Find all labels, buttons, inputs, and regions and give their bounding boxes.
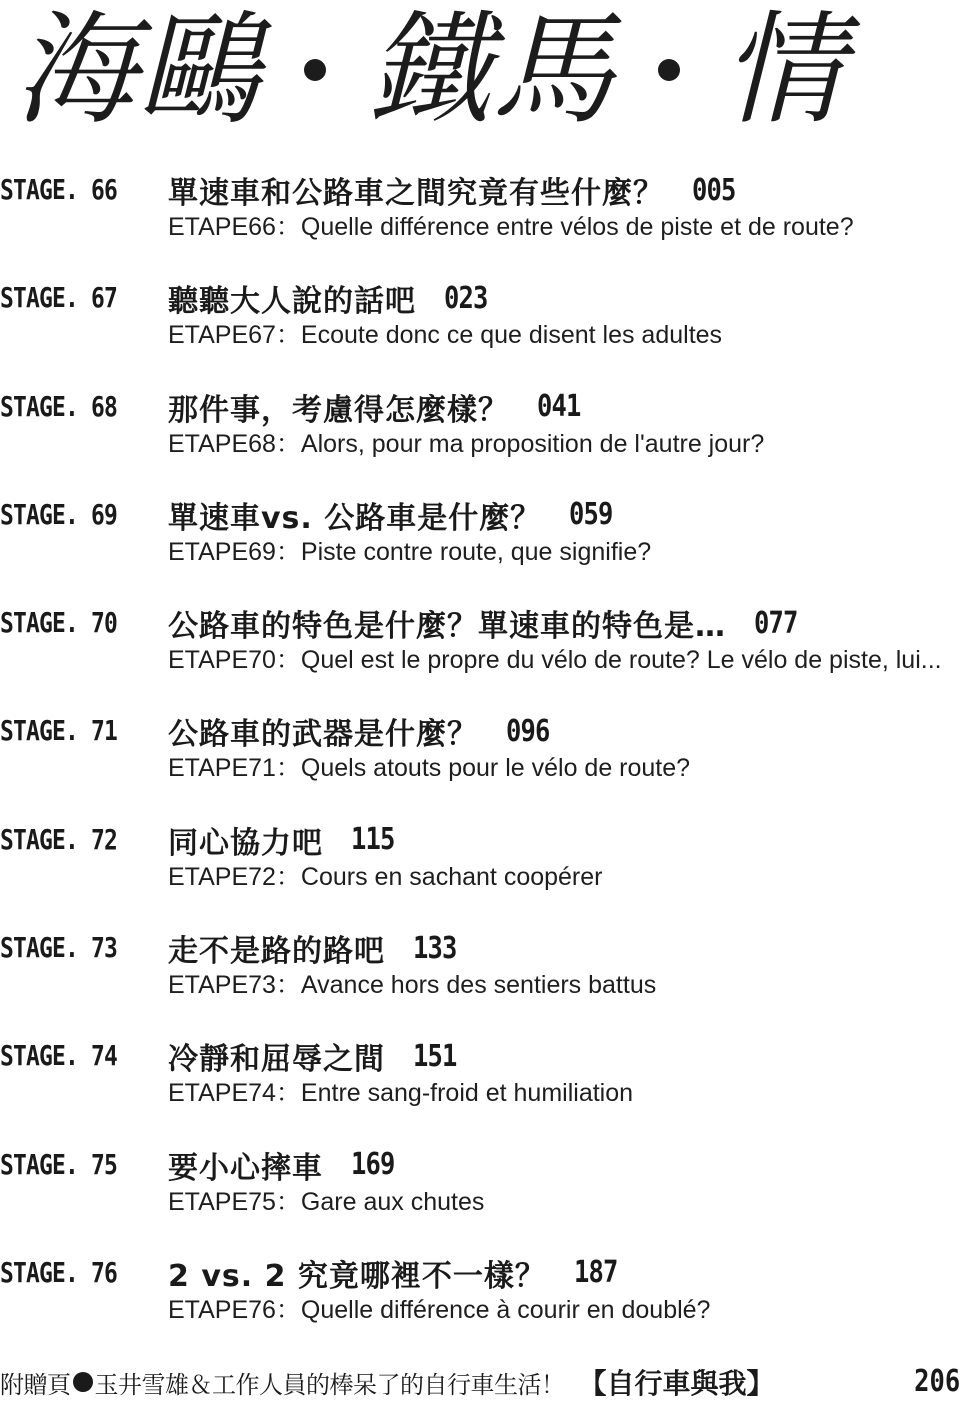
toc-entry-72[interactable] xyxy=(0,818,980,926)
chapter-title-fr: ETAPE75：Gare aux chutes xyxy=(168,1187,485,1216)
bonus-section-name: 【自行車與我】 xyxy=(578,1367,775,1400)
chapter-title-line xyxy=(168,276,495,320)
bonus-page-number: 206 xyxy=(913,1364,960,1399)
title-separator-dot xyxy=(658,59,680,81)
chapter-title-line xyxy=(168,1251,625,1295)
chapter-title-line xyxy=(168,1034,464,1078)
stage-number: STAGE. 71 xyxy=(0,714,118,748)
bullet-icon xyxy=(73,1372,93,1392)
page-number: 169 xyxy=(351,1147,395,1183)
chapter-title-fr: ETAPE76：Quelle différence à courir en doublé? xyxy=(168,1295,711,1324)
stage-number: STAGE. 68 xyxy=(0,389,118,423)
title-separator-dot xyxy=(304,59,326,81)
chapter-title-fr: ETAPE71：Quels atouts pour le vélo de route? xyxy=(168,754,691,783)
chapter-title-line xyxy=(168,385,588,429)
toc-entry-73[interactable] xyxy=(0,926,980,1034)
page-number: 059 xyxy=(569,497,613,533)
page-number: 077 xyxy=(754,605,798,641)
bonus-title: 玉井雪雄＆工作人員的棒呆了的自行車生活！ xyxy=(94,1370,565,1399)
chapter-title-fr: ETAPE66：Quelle différence entre vélos de piste et de route? xyxy=(168,213,854,241)
toc-entry-66[interactable] xyxy=(0,168,980,276)
page-number: 151 xyxy=(413,1038,457,1074)
toc-entry-71[interactable] xyxy=(0,709,980,817)
chapter-title-line xyxy=(168,168,743,212)
chapter-title-zh: 要小心摔車 xyxy=(168,1150,323,1186)
bonus-prefix: 附贈頁 xyxy=(0,1370,71,1399)
chapter-title-fr: ETAPE68：Alors, pour ma proposition de l'autre jour? xyxy=(168,429,765,458)
chapter-title-fr: ETAPE73：Avance hors des sentiers battus xyxy=(168,971,657,1000)
toc-entry-69[interactable] xyxy=(0,493,980,601)
title-part-2: 鐵馬 xyxy=(368,0,616,141)
toc-entry-67[interactable] xyxy=(0,276,980,384)
title-part-3: 情 xyxy=(722,0,846,141)
book-title xyxy=(0,0,980,140)
chapter-title-line xyxy=(168,926,464,970)
stage-number: STAGE. 69 xyxy=(0,497,118,531)
chapter-title-zh: 單速車和公路車之間究竟有些什麼？ xyxy=(168,176,664,211)
title-part-1: 海鷗 xyxy=(14,0,262,141)
stage-number: STAGE. 74 xyxy=(0,1039,118,1073)
stage-number: STAGE. 72 xyxy=(0,822,118,856)
page-number: 187 xyxy=(573,1255,618,1291)
stage-number: STAGE. 76 xyxy=(0,1255,118,1289)
page-number: 005 xyxy=(692,172,736,208)
chapter-title-fr: ETAPE74：Entre sang-froid et humiliation xyxy=(168,1079,634,1108)
page-number: 041 xyxy=(537,389,581,425)
toc-entry-74[interactable] xyxy=(0,1034,980,1142)
chapter-title-line xyxy=(168,601,805,645)
chapter-title-zh: 走不是路的路吧 xyxy=(168,934,385,970)
chapter-title-zh: 同心協力吧 xyxy=(168,825,323,861)
chapter-title-zh: 單速車vs. 公路車是什麼？ xyxy=(168,500,542,536)
bonus-section-line[interactable] xyxy=(0,1364,980,1400)
table-of-contents xyxy=(0,168,980,1359)
page-number: 133 xyxy=(413,930,457,966)
chapter-title-line xyxy=(168,1143,402,1187)
chapter-title-fr: ETAPE70：Quel est le propre du vélo de route? Le vélo de piste, lui... xyxy=(168,646,942,675)
chapter-title-line xyxy=(168,818,402,862)
toc-entry-70[interactable] xyxy=(0,601,980,709)
chapter-title-line xyxy=(168,709,557,753)
chapter-title-fr: ETAPE72：Cours en sachant coopérer xyxy=(168,862,603,891)
chapter-title-zh: 聽聽大人說的話吧 xyxy=(168,284,416,320)
stage-number: STAGE. 67 xyxy=(0,281,118,315)
stage-number: STAGE. 73 xyxy=(0,931,118,965)
chapter-title-zh: 冷靜和屈辱之間 xyxy=(168,1042,385,1078)
stage-number: STAGE. 75 xyxy=(0,1147,118,1181)
chapter-title-fr: ETAPE67：Ecoute donc ce que disent les adultes xyxy=(168,321,723,350)
toc-entry-68[interactable] xyxy=(0,385,980,493)
toc-entry-75[interactable] xyxy=(0,1143,980,1251)
page-number: 096 xyxy=(506,713,550,749)
chapter-title-zh: 公路車的特色是什麼？單速車的特色是… xyxy=(168,609,726,645)
chapter-title-fr: ETAPE69：Piste contre route, que signifie? xyxy=(168,537,652,566)
chapter-title-zh: 公路車的武器是什麼？ xyxy=(168,717,478,753)
stage-number: STAGE. 66 xyxy=(0,173,118,206)
toc-entry-76[interactable] xyxy=(0,1251,980,1359)
chapter-title-line xyxy=(168,493,620,537)
page-number: 023 xyxy=(444,280,488,316)
chapter-title-zh: 那件事，考慮得怎麼樣？ xyxy=(168,392,509,428)
page-number: 115 xyxy=(351,822,395,858)
stage-number: STAGE. 70 xyxy=(0,606,118,640)
chapter-title-zh: 2 vs. 2 究竟哪裡不一樣？ xyxy=(168,1258,546,1294)
